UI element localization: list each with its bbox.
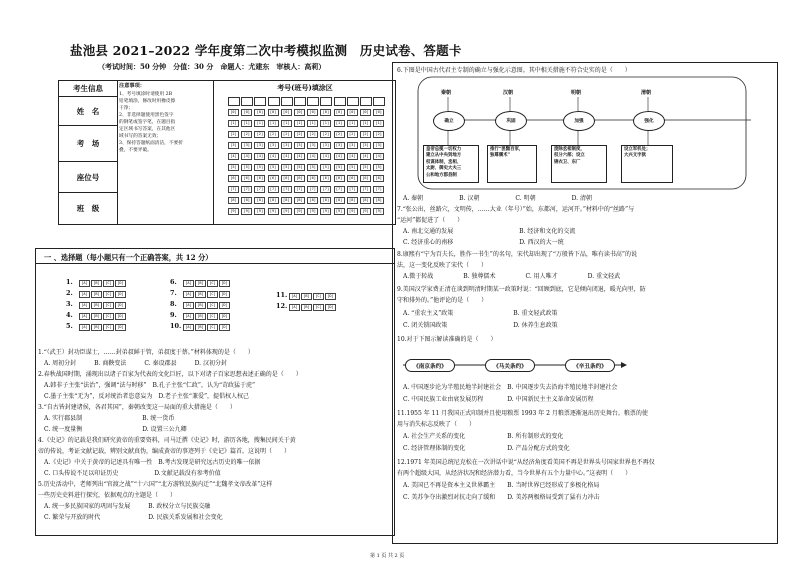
exam-number-bubble[interactable]: [5] xyxy=(254,164,265,171)
notes-line: 干净； xyxy=(119,105,134,111)
exam-number-bubble[interactable]: [8] xyxy=(360,197,371,204)
right-question-panel xyxy=(392,62,778,544)
exam-number-bubble[interactable]: [4] xyxy=(281,153,292,160)
dynasty-label-qin: 秦朝 xyxy=(441,90,452,96)
exam-number-write-box[interactable] xyxy=(294,97,306,106)
question-number: 4. xyxy=(66,311,73,319)
exam-number-bubble[interactable]: [0] xyxy=(373,109,384,116)
answer-bubble[interactable]: [B] xyxy=(195,280,206,287)
exam-number-bubble[interactable]: [8] xyxy=(268,197,279,204)
answer-bubble[interactable]: [A] xyxy=(183,313,194,320)
exam-number-bubble[interactable]: [8] xyxy=(347,197,358,204)
exam-number-bubble[interactable]: [3] xyxy=(320,142,331,149)
exam-number-bubble[interactable]: [5] xyxy=(334,164,345,171)
answer-bubble[interactable]: [A] xyxy=(183,302,194,309)
dynasty-label-qing: 清朝 xyxy=(641,90,652,96)
notes-line: 1、考号填涂时请使用 2B xyxy=(119,91,173,97)
answer-bubble[interactable]: [C] xyxy=(207,291,218,298)
question-line: A. 实行郡县制 B. 统一货币 xyxy=(38,415,175,422)
question-number: 5. xyxy=(66,322,73,330)
exam-number-bubble[interactable]: [9] xyxy=(347,208,358,215)
exam-number-bubble[interactable]: [0] xyxy=(360,109,371,116)
exam-number-bubble[interactable]: [0] xyxy=(334,109,345,116)
exam-number-bubble[interactable]: [5] xyxy=(320,164,331,171)
exam-number-bubble[interactable]: [5] xyxy=(241,164,252,171)
question-line: 用与消失标志反映了（ ） xyxy=(397,421,476,428)
exam-number-bubble[interactable]: [3] xyxy=(268,142,279,149)
exam-number-bubble[interactable]: [5] xyxy=(307,164,318,171)
exam-number-bubble[interactable]: [7] xyxy=(347,186,358,193)
seat-number-field[interactable] xyxy=(59,162,117,193)
name-field[interactable] xyxy=(59,97,117,126)
exam-number-bubble[interactable]: [9] xyxy=(307,208,318,215)
exam-number-bubble[interactable]: [3] xyxy=(360,142,371,149)
exam-number-bubble[interactable]: [4] xyxy=(347,153,358,160)
exam-number-bubble[interactable]: [0] xyxy=(281,109,292,116)
answer-bubble[interactable]: [B] xyxy=(195,324,206,331)
stage-intensify: 强化 xyxy=(633,111,665,131)
exam-number-write-box[interactable] xyxy=(228,97,240,106)
exam-number-bubble[interactable]: [1] xyxy=(320,120,331,127)
question-number: 1. xyxy=(66,278,73,286)
notes-line: 定区域书写答案，在其他区 xyxy=(119,127,176,133)
answer-bubble[interactable]: [A] xyxy=(79,324,90,331)
exam-number-bubble[interactable]: [7] xyxy=(268,186,279,193)
info-table xyxy=(58,80,396,225)
exam-number-bubble[interactable]: [4] xyxy=(334,153,345,160)
answer-bubble[interactable]: [D] xyxy=(219,313,230,320)
exam-number-bubble[interactable]: [9] xyxy=(294,208,305,215)
question-line: 有两个超级大国，从经济状况和经济潜力看，当今世界有五个力量中心。”这表明（ ） xyxy=(397,470,632,477)
answer-bubble[interactable]: [D] xyxy=(219,280,230,287)
exam-number-bubble[interactable]: [2] xyxy=(268,131,279,138)
answer-bubble[interactable]: [A] xyxy=(79,313,90,320)
question-line: 6.下图是中国古代君主专制的确立与强化示意图。其中相关措施不符合史实的是（ ） xyxy=(397,67,631,74)
page-title: 盐池县 2021–2022 学年度第二次中考模拟监测 历史试卷、答题卡 xyxy=(70,43,462,58)
notes-line: 3、保持答题纸面清洁，不要折 xyxy=(119,141,183,147)
notes-line: 铅笔填涂，修改时用橡皮擦 xyxy=(119,98,176,104)
answer-bubble[interactable]: [C] xyxy=(207,313,218,320)
answer-bubble[interactable]: [D] xyxy=(325,293,336,300)
treaty-maguan: 《马关条约》 xyxy=(485,359,535,372)
answer-bubble[interactable]: [B] xyxy=(195,291,206,298)
notes-heading: 注意事项： xyxy=(119,83,145,89)
answer-bubble[interactable]: [D] xyxy=(219,291,230,298)
exam-number-write-box[interactable] xyxy=(360,97,372,106)
question-line: 8.康熙有“宁为百夫长，胜作一书生”的名句，宋代却出现了“万般皆下品，唯有读书高”的说 xyxy=(397,251,637,258)
exam-number-bubble[interactable]: [0] xyxy=(268,109,279,116)
exam-number-bubble[interactable]: [9] xyxy=(241,208,252,215)
answer-bubble[interactable]: [C] xyxy=(103,291,114,298)
candidate-info-column xyxy=(59,81,118,224)
exam-number-bubble[interactable]: [9] xyxy=(254,208,265,215)
exam-room-label: 考 场 xyxy=(76,139,100,148)
exam-number-bubble[interactable]: [0] xyxy=(320,109,331,116)
question-line: 2.春秋战国时期，涌现出以诸子百家为代表的文化巨匠，以下对诸子百家思想表述正确的是（ ） xyxy=(38,371,302,378)
exam-number-bubble[interactable]: [7] xyxy=(294,186,305,193)
stage-establish: 确立 xyxy=(433,111,465,131)
answer-bubble[interactable]: [A] xyxy=(289,304,300,311)
exam-number-bubble[interactable]: [4] xyxy=(268,153,279,160)
section-divider xyxy=(36,263,394,264)
question-number: 7. xyxy=(170,289,177,297)
answer-bubble[interactable]: [C] xyxy=(103,313,114,320)
exam-number-bubble[interactable]: [9] xyxy=(268,208,279,215)
question-line: A. “重农主义”政策 B. 重文轻武政策 xyxy=(397,310,558,317)
question-line: 一些历史史料进行探究，依据观点的主题是（ ） xyxy=(38,492,177,499)
exam-number-bubble[interactable]: [7] xyxy=(281,186,292,193)
question-number: 6. xyxy=(170,278,177,286)
notes xyxy=(119,83,211,154)
exam-number-bubble[interactable]: [0] xyxy=(254,109,265,116)
exam-number-bubble[interactable]: [0] xyxy=(307,109,318,116)
exam-number-bubble[interactable]: [7] xyxy=(254,186,265,193)
answer-bubble[interactable]: [A] xyxy=(79,291,90,298)
exam-number-bubble[interactable]: [7] xyxy=(241,186,252,193)
exam-number-bubble[interactable]: [3] xyxy=(241,142,252,149)
exam-number-write-box[interactable] xyxy=(334,97,346,106)
answer-bubble[interactable]: [D] xyxy=(219,324,230,331)
exam-number-bubble[interactable]: [6] xyxy=(320,175,331,182)
exam-info: （考试时间：50 分钟 分值：30 分 命题人：尤建东 审核人：高莉） xyxy=(98,62,326,71)
question-number: 2. xyxy=(66,289,73,297)
answer-bubble[interactable]: [D] xyxy=(219,302,230,309)
exam-number-write-box[interactable] xyxy=(373,97,385,106)
measure-han: 推行“罢黜百家， 独尊儒术” xyxy=(487,145,537,183)
exam-number-bubble[interactable]: [2] xyxy=(241,131,252,138)
answer-bubble[interactable]: [B] xyxy=(91,302,102,309)
exam-number-bubble[interactable]: [1] xyxy=(294,120,305,127)
answer-bubble[interactable]: [D] xyxy=(115,302,126,309)
exam-room-field[interactable] xyxy=(59,126,117,162)
exam-number-bubble[interactable]: [9] xyxy=(320,208,331,215)
exam-number-bubble[interactable]: [4] xyxy=(320,153,331,160)
exam-number-bubble[interactable]: [2] xyxy=(360,131,371,138)
exam-number-bubble[interactable]: [9] xyxy=(373,208,384,215)
exam-number-bubble[interactable]: [3] xyxy=(373,142,384,149)
exam-number-bubble[interactable]: [6] xyxy=(228,175,239,182)
answer-bubble[interactable]: [B] xyxy=(301,293,312,300)
answer-bubble[interactable]: [D] xyxy=(115,280,126,287)
dynasty-label-ming: 明朝 xyxy=(571,90,582,96)
exam-number-bubble[interactable]: [8] xyxy=(294,197,305,204)
answer-bubble[interactable]: [D] xyxy=(115,291,126,298)
exam-number-write-box[interactable] xyxy=(268,97,280,106)
exam-number-bubble[interactable]: [1] xyxy=(254,120,265,127)
treaty-xinchou: 《辛丑条约》 xyxy=(565,359,615,372)
answer-bubble[interactable]: [C] xyxy=(103,280,114,287)
exam-number-bubble[interactable]: [0] xyxy=(228,109,239,116)
exam-number-bubble[interactable]: [5] xyxy=(228,164,239,171)
question-line: A. 南北交通的发展 B. 经济和文化的交流 xyxy=(397,228,576,235)
notes-line: 叠，不要弄破。 xyxy=(119,148,152,154)
exam-number-bubble[interactable]: [1] xyxy=(347,120,358,127)
exam-number-bubble[interactable]: [0] xyxy=(294,109,305,116)
question-line: 1.“（武王）封功臣谋士，……封弟叔鲜于管，弟叔度于蔡。”材料体现的是（ ） xyxy=(38,349,254,356)
exam-number-bubble[interactable]: [3] xyxy=(228,142,239,149)
answer-bubble[interactable]: [B] xyxy=(301,304,312,311)
answer-bubble[interactable]: [C] xyxy=(103,324,114,331)
stage-consolidate: 巩固 xyxy=(495,111,527,131)
exam-number-bubble[interactable]: [9] xyxy=(228,208,239,215)
exam-number-bubble[interactable]: [8] xyxy=(228,197,239,204)
exam-number-bubble[interactable]: [5] xyxy=(347,164,358,171)
exam-number-bubble[interactable]: [6] xyxy=(334,175,345,182)
exam-number-write-box[interactable] xyxy=(254,97,266,106)
exam-number-bubble[interactable]: [2] xyxy=(281,131,292,138)
question-line: 守和排外的。”他评论的是（ ） xyxy=(397,297,488,304)
question-line: 5.历史活动中，老师列出“官渡之战”“十六国”“北方游牧民族内迁”“北魏孝文帝改革”这样 xyxy=(38,481,273,488)
question-line: A. 美国已不再是资本主义世界霸主 B. 当时世界已经形成了多极化格局 xyxy=(397,482,600,489)
answer-bubble[interactable]: [D] xyxy=(115,313,126,320)
exam-number-bubble[interactable]: [4] xyxy=(254,153,265,160)
name-label: 姓 名 xyxy=(76,106,100,116)
question-number: 8. xyxy=(170,300,177,308)
exam-number-bubble[interactable]: [1] xyxy=(373,120,384,127)
notes-line: 2、非选择题使用黑色签字 xyxy=(119,112,174,118)
exam-number-bubble[interactable]: [6] xyxy=(360,175,371,182)
question-line: A.韩非子主张“法治”，强调“法与时移” B.孔子主张“仁政”，认为“苛政猛于虎” xyxy=(38,382,256,389)
measure-ming: 废除丞相制度， 权分六部；设立 锦衣卫、东厂 xyxy=(551,145,607,183)
question-line: C. 繁荣与开放的时代 D. 民族关系发展和社会变化 xyxy=(38,514,223,521)
question-line: 帝的传说，考证文献记载，辨别文献真伪，编成黄帝的事迹列于《史记》篇首。这说明（ ） xyxy=(38,448,291,455)
exam-number-bubble[interactable]: [4] xyxy=(294,153,305,160)
answer-bubble[interactable]: [D] xyxy=(325,304,336,311)
answer-bubble[interactable]: [C] xyxy=(207,324,218,331)
exam-number-bubble[interactable]: [2] xyxy=(347,131,358,138)
stage-strengthen: 加强 xyxy=(563,111,595,131)
exam-number-bubble[interactable]: [6] xyxy=(254,175,265,182)
answer-bubble[interactable]: [B] xyxy=(91,291,102,298)
answer-bubble[interactable]: [C] xyxy=(103,302,114,309)
page-footer: 第 1 页 共 2 页 xyxy=(370,553,405,559)
exam-number-bubble[interactable]: [5] xyxy=(294,164,305,171)
question-line: C.墨子主张“无为”，反对统治者恣意妄为 D.老子主张“兼爱”，提倡权人权己 xyxy=(38,393,250,400)
question-line: A. 周初分封 B. 商鞅变法 C. 秦设郡县 D. 汉初分封 xyxy=(38,360,227,367)
exam-number-bubble[interactable]: [8] xyxy=(241,197,252,204)
exam-number-bubble[interactable]: [3] xyxy=(307,142,318,149)
exam-number-bubble[interactable]: [4] xyxy=(228,153,239,160)
section-title: 一 、选择题（每小题只有一个正确答案，共 12 分） xyxy=(44,253,213,262)
question-line: A.《史记》中关于黄帝的记述具有唯一性 B.考古发现是研究远古历史的唯一依据 xyxy=(38,459,261,466)
question-line: C. 经济重心的南移 D. 西汉的大一统 xyxy=(397,239,564,246)
answer-bubble[interactable]: [C] xyxy=(207,302,218,309)
exam-number-bubble[interactable]: [3] xyxy=(334,142,345,149)
exam-number-write-box[interactable] xyxy=(281,97,293,106)
question-line: C. 中国民族工业由衰发展历程 D. 中国新民主主义革命发展历程 xyxy=(397,396,594,403)
answer-bubble[interactable]: [D] xyxy=(115,324,126,331)
exam-number-bubble[interactable]: [8] xyxy=(373,197,384,204)
question-line: A. 秦朝 B. 汉朝 C. 明朝 D. 清朝 xyxy=(397,195,592,202)
exam-number-bubble[interactable]: [9] xyxy=(281,208,292,215)
exam-number-bubble[interactable]: [8] xyxy=(254,197,265,204)
exam-number-bubble[interactable]: [1] xyxy=(228,120,239,127)
answer-bubble[interactable]: [B] xyxy=(91,313,102,320)
exam-number-bubble[interactable]: [2] xyxy=(254,131,265,138)
exam-number-bubble[interactable]: [6] xyxy=(307,175,318,182)
exam-number-bubble[interactable]: [2] xyxy=(334,131,345,138)
exam-number-bubble[interactable]: [2] xyxy=(320,131,331,138)
exam-number-bubble[interactable]: [5] xyxy=(268,164,279,171)
answer-bubble[interactable]: [B] xyxy=(195,302,206,309)
exam-number-bubble[interactable]: [6] xyxy=(281,175,292,182)
exam-number-bubble[interactable]: [4] xyxy=(241,153,252,160)
answer-bubble[interactable]: [A] xyxy=(79,280,90,287)
answer-bubble[interactable]: [A] xyxy=(289,293,300,300)
exam-number-bubble[interactable]: [7] xyxy=(307,186,318,193)
question-line: “运河”都促进了（ ） xyxy=(397,217,464,224)
exam-number-write-box[interactable] xyxy=(307,97,319,106)
question-line: A. 社会生产关系的变化 B. 所有制形式的变化 xyxy=(397,433,564,440)
exam-number-bubble[interactable]: [1] xyxy=(268,120,279,127)
class-field[interactable] xyxy=(59,193,117,224)
exam-number-bubble[interactable]: [5] xyxy=(360,164,371,171)
exam-number-bubble[interactable]: [3] xyxy=(294,142,305,149)
exam-number-write-box[interactable] xyxy=(241,97,253,106)
question-line: C. 美苏争夺出激烈对抗走向了缓和 D. 美苏两极格局受到了猛有力冲击 xyxy=(397,494,600,501)
exam-number-bubble[interactable]: [0] xyxy=(241,109,252,116)
exam-number-bubble[interactable]: [7] xyxy=(228,186,239,193)
exam-number-bubble[interactable]: [6] xyxy=(268,175,279,182)
exam-number-bubble[interactable]: [1] xyxy=(241,120,252,127)
answer-bubble[interactable]: [B] xyxy=(91,324,102,331)
question-line: A.微于转战 B. 独尊儒术 C. 用人唯才 D. 重文轻武 xyxy=(397,273,621,280)
question-line: 9.美国汉学家费正清在谈到明清时期某一政策时说：“回顾到底，它是倾向闭退，暖光向里，防 xyxy=(397,286,646,293)
exam-number-bubble[interactable]: [4] xyxy=(307,153,318,160)
question-line: C. 口头传说不足以印证历史 D.文献记载没有参考价值 xyxy=(38,470,221,477)
class-label: 班 级 xyxy=(76,204,100,213)
exam-number-bubble[interactable]: [1] xyxy=(281,120,292,127)
treaty-timeline-arrow xyxy=(393,63,777,393)
measure-qin: 皇帝总揽一切权力 建立从中央到地方 权谋体制，丞相、 太尉、御史大夫三 公和地方郡县制 xyxy=(423,145,479,183)
exam-number-bubble[interactable]: [8] xyxy=(320,197,331,204)
answer-bubble[interactable]: [A] xyxy=(183,280,194,287)
exam-number-bubble[interactable]: [1] xyxy=(360,120,371,127)
exam-number-write-box[interactable] xyxy=(347,97,359,106)
exam-number-write-box[interactable] xyxy=(320,97,332,106)
exam-number-bubble[interactable]: [6] xyxy=(241,175,252,182)
question-number: 10. xyxy=(170,322,182,330)
exam-number-bubble[interactable]: [5] xyxy=(281,164,292,171)
candidate-info-heading: 考生信息 xyxy=(59,81,117,97)
exam-number-bubble[interactable]: [7] xyxy=(360,186,371,193)
exam-number-bubble[interactable]: [0] xyxy=(347,109,358,116)
exam-number-bubble[interactable]: [9] xyxy=(334,208,345,215)
answer-bubble[interactable]: [C] xyxy=(313,293,324,300)
exam-number-bubble[interactable]: [1] xyxy=(334,120,345,127)
question-line: 11.1955 年 11 月我国正式印制并且使用粮票 1993 年 2 月粮票逐渐退出历史舞台。粮票的使 xyxy=(397,410,648,417)
exam-number-bubble[interactable]: [2] xyxy=(307,131,318,138)
exam-number-bubble[interactable]: [7] xyxy=(373,186,384,193)
treaty-nanjing: 《南京条约》 xyxy=(405,359,455,372)
exam-number-bubble[interactable]: [2] xyxy=(294,131,305,138)
exam-number-bubble[interactable]: [6] xyxy=(373,175,384,182)
exam-number-fill-title: 考号(班号)填涂区 xyxy=(277,83,333,92)
question-line: C. 闭关锁国政策 D. 休养生息政策 xyxy=(397,322,558,329)
exam-number-bubble[interactable]: [1] xyxy=(307,120,318,127)
exam-number-bubble[interactable]: [4] xyxy=(373,153,384,160)
exam-number-bubble[interactable]: [3] xyxy=(254,142,265,149)
measure-qing: 设立军机处； 大兴文字狱 xyxy=(621,145,673,183)
question-line: 7.“张公出，丝路穴，文明传，……大业（年号）”始，东都河，运河开。”材料中的“丝路”与 xyxy=(397,206,635,213)
question-line: 12.1971 年美国总统尼克松在一次讲话中说“从经济角度看美国不再是世界头号国家世界也不再仅 xyxy=(397,459,655,466)
exam-number-fill-area xyxy=(213,81,396,224)
exam-number-bubble[interactable]: [7] xyxy=(334,186,345,193)
answer-bubble[interactable]: [C] xyxy=(207,280,218,287)
question-line: 法，这一变化反映了宋代（ ） xyxy=(397,262,488,269)
question-line: 4.《史记》的记载是我们研究黄帝的重要资料，司马迁撰《史记》时，游历各地，搜集民间关于黄 xyxy=(38,437,296,444)
answer-bubble[interactable]: [A] xyxy=(79,302,90,309)
notes-line: 的钢笔或签字笔，在题目指 xyxy=(119,119,176,125)
exam-number-bubble[interactable]: [3] xyxy=(281,142,292,149)
question-number: 9. xyxy=(170,311,177,319)
answer-bubble[interactable]: [A] xyxy=(183,324,194,331)
question-number: 3. xyxy=(66,300,73,308)
answer-bubble[interactable]: [C] xyxy=(313,304,324,311)
question-line: C. 经济管理体制的变化 D. 产品分配方式的变化 xyxy=(397,445,570,452)
question-line: A. 统一多民族国家的巩固与发展 B. 政权分立与民族交融 xyxy=(38,503,211,510)
question-number: 11. xyxy=(276,291,288,299)
exam-number-bubble[interactable]: [6] xyxy=(347,175,358,182)
notes-line: 域书写的答案无效； xyxy=(119,134,162,140)
exam-number-bubble[interactable]: [2] xyxy=(373,131,384,138)
question-line: 10.对于下图示解读准确的是（ ） xyxy=(397,336,497,343)
exam-number-bubble[interactable]: [4] xyxy=(360,153,371,160)
question-number: 12. xyxy=(276,302,288,310)
answer-bubble[interactable]: [B] xyxy=(91,280,102,287)
exam-number-bubble[interactable]: [5] xyxy=(373,164,384,171)
question-line: 3.“自古皆封建诸侯，各君其国”，秦朝改变这一局面的重大措施是（ ） xyxy=(38,404,236,411)
exam-number-bubble[interactable]: [8] xyxy=(334,197,345,204)
dynasty-label-han: 汉朝 xyxy=(503,90,514,96)
exam-number-bubble[interactable]: [6] xyxy=(294,175,305,182)
answer-bubble[interactable]: [A] xyxy=(183,291,194,298)
question-line: C. 统一度量衡 D. 设置三公九卿 xyxy=(38,426,187,433)
exam-number-bubble[interactable]: [8] xyxy=(281,197,292,204)
exam-number-bubble[interactable]: [2] xyxy=(228,131,239,138)
question-line: A. 中国逐步沦为半殖民地半封建社会 B. 中国逐步失去沿海半殖民地半封建社会 xyxy=(397,384,618,391)
exam-number-bubble[interactable]: [8] xyxy=(307,197,318,204)
answer-bubble[interactable]: [B] xyxy=(195,313,206,320)
exam-number-bubble[interactable]: [3] xyxy=(347,142,358,149)
seat-number-label: 座位号 xyxy=(76,172,100,182)
exam-number-bubble[interactable]: [9] xyxy=(360,208,371,215)
exam-number-bubble[interactable]: [7] xyxy=(320,186,331,193)
